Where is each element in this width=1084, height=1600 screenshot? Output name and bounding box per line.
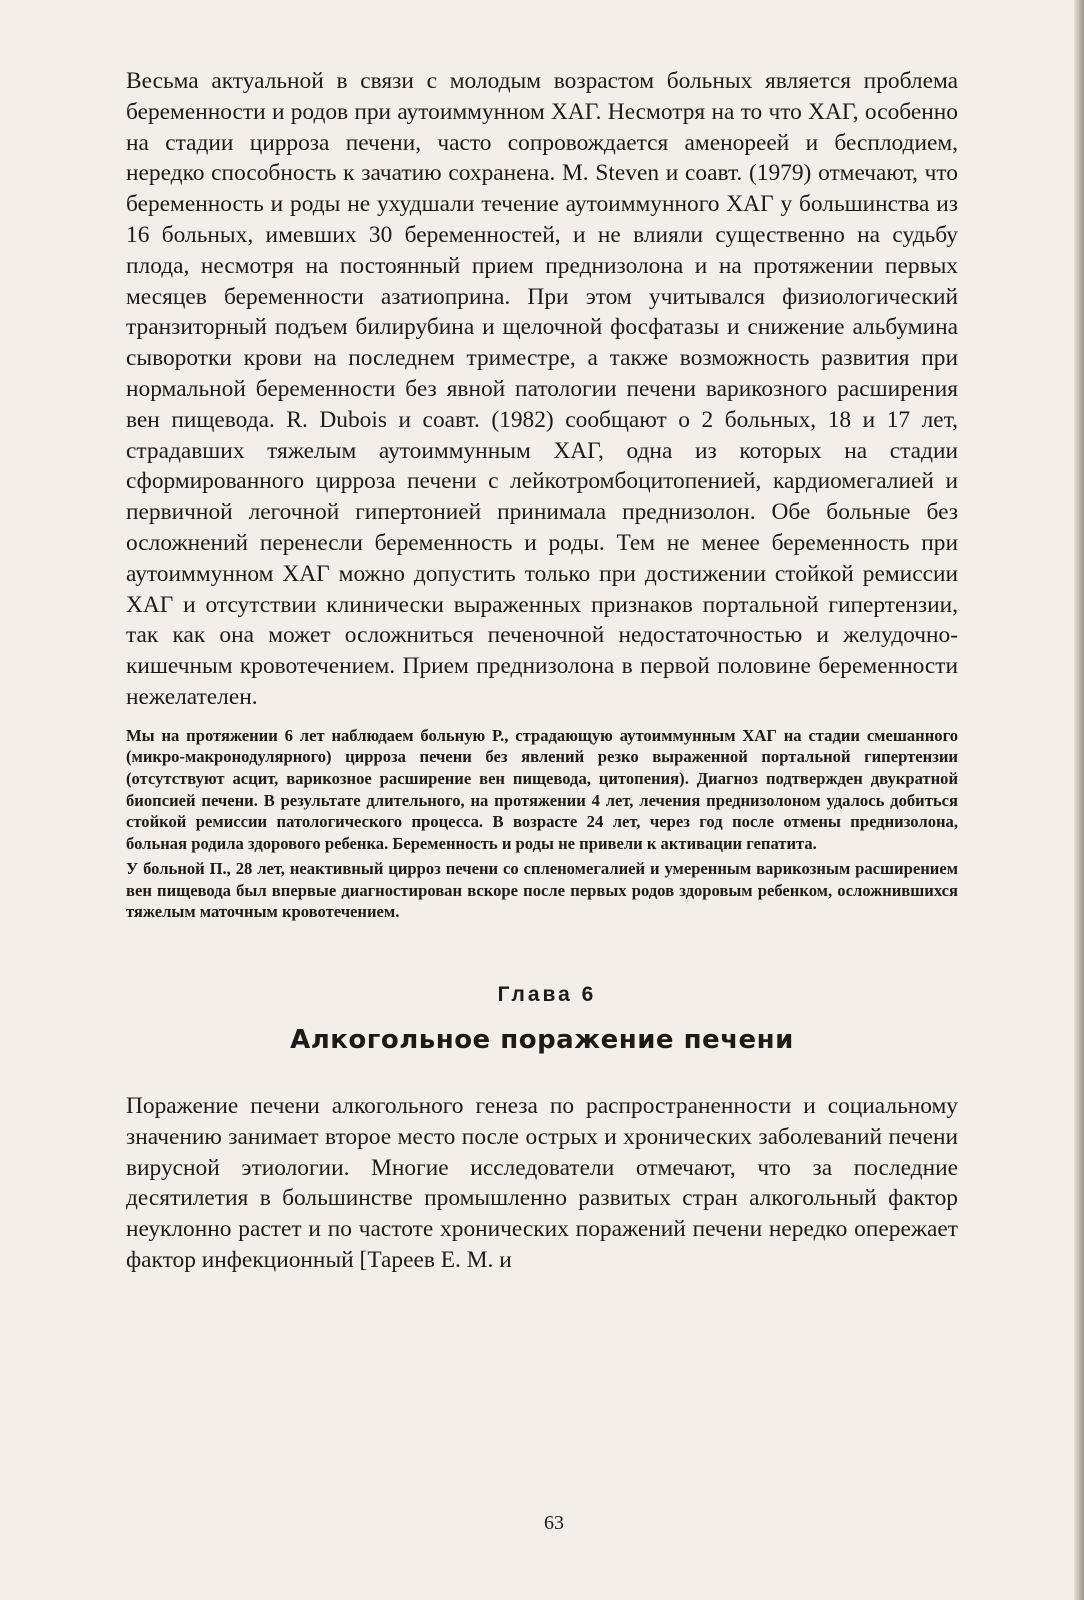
- chapter-title: Алкогольное поражение печени: [290, 1025, 794, 1056]
- case-reports: [126, 725, 958, 923]
- body-paragraph-pregnancy: Весьма актуальной в связи с молодым возрастом больных является проблема беременности и родов при аутоиммунном ХАГ. Несмотря на то что ХАГ, особенно на стадии цирроза печени, часто сопровождается аменореей и бесплодием, нередко способность к зачатию сохранена. M. Steven и соавт. (1979) отмечают, что беременность и роды не ухудшали течение аутоиммунного ХАГ у большинства из 16 больных, имевших 30 беременностей, и не влияли существенно на судьбу плода, несмотря на постоянный прием преднизолона и на протяжении первых месяцев беременности азатиоприна. При этом учитывался физиологический транзиторный подъем билирубина и щелочной фосфатазы и снижение альбумина сыворотки крови на последнем триместре, а также возможность развития при нормальной беременности без явной патологии печени варикозного расширения вен пищевода. R. Dubois и соавт. (1982) сообщают о 2 больных, 18 и 17 лет, страдавших тяжелым аутоиммунным ХАГ, одна из которых на стадии сформированного цирроза печени с лейкотромбоцитопенией, кардиомегалией и первичной легочной гипертонией принимала преднизолон. Обе больные без осложнений перенесли беременность и роды. Тем не менее беременность при аутоиммунном ХАГ можно допустить только при достижении стойкой ремиссии ХАГ и отсутствии клинически выраженных признаков портальной гипертензии, так как она может осложниться печеночной недостаточностью и желудочно-кишечным кровотечением. Прием преднизолона в первой половине беременности нежелателен.: [126, 68, 958, 710]
- page-content: [126, 66, 958, 1276]
- page-number: 63: [544, 1512, 564, 1534]
- case-report-patient-r: Мы на протяжении 6 лет наблюдаем больную Р., страдающую аутоиммунным ХАГ на стадии смешанного (микро-макронодулярного) цирроза печени без явлений резко выраженной портальной гипертензии (отсутствуют асцит, варикозное расширение вен пищевода, цитопения). Диагноз подтвержден двукратной биопсией печени. В результате длительного, на протяжении 4 лет, лечения преднизолоном удалось добиться стойкой ремиссии патологического процесса. В возрасте 24 лет, через год после отмены преднизолона, больная родила здорового ребенка. Беременность и роды не привели к активации гепатита.: [126, 725, 958, 853]
- case-report-patient-p: У больной П., 28 лет, неактивный цирроз печени со спленомегалией и умеренным варикозным расширением вен пищевода был впервые диагностирован вскоре после первых родов здоровым ребенком, осложнившихся тяжелым маточным кровотечением.: [126, 859, 958, 922]
- chapter-label: Глава 6: [497, 983, 597, 1007]
- body-paragraph-alcohol: Поражение печени алкогольного генеза по распространенности и социальному значению занимает второе место после острых и хронических заболеваний печени вирусной этиологии. Многие исследователи отмечают, что за последние десятилетия в большинстве промышленно развитых стран алкогольный фактор неуклонно растет и по частоте хронических поражений печени нередко опережает фактор инфекционный [Тареев Е. М. и: [126, 1093, 958, 1274]
- page-edge-shadow: [1074, 0, 1084, 1600]
